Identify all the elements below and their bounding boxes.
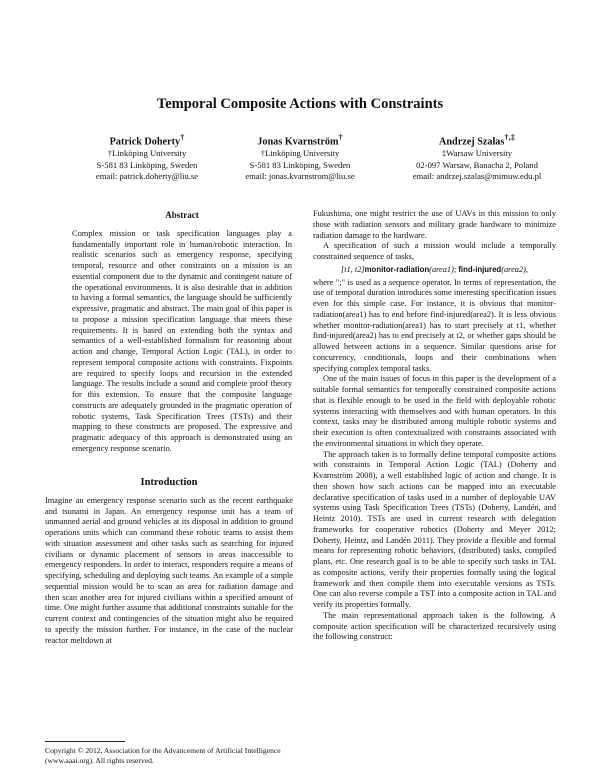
author-block	[377, 131, 577, 183]
author-block	[215, 131, 385, 183]
introduction-section	[45, 478, 293, 646]
abstract-heading: Abstract	[165, 210, 199, 220]
author-email: email: andrzej.szalas@mimuw.edu.pl	[412, 171, 542, 182]
author-name: Patrick Doherty†	[109, 132, 185, 148]
right-column	[313, 209, 556, 643]
author-block	[62, 131, 232, 183]
paper-title: Temporal Composite Actions with Constraints	[156, 96, 444, 112]
author-name: Jonas Kvarnström†	[257, 132, 343, 148]
body-paragraph: Fukushima, one might restrict the use of UAVs in this mission to only those with radiation sensors and military grade hardware to minimize radiation damage to the hardware.	[313, 209, 556, 240]
introduction-heading: Introduction	[140, 477, 198, 488]
sequence-formula: [t1, t2]monitor-radiation(area1); find-injured(area2),	[340, 264, 529, 274]
body-paragraph: The approach taken is to formally define temporal composite actions with constraints in Temporal Action Logic (TAL) (Doherty and Kvarnström 2008), a well established logic of action and change. It is then shown how such actions can be mapped into an executable declarative specification of tasks used in a number of deployable UAV systems using Task Specification Trees (TSTs) (Doherty, Landén, and Heintz 2010). TSTs are used in current research with delegation frameworks for cooperative robotics (Doherty and Meyer 2012; Doherty, Heintz, and Landén 2011). They provide a flexible and formal means for representing robotic behaviors, (distributed) tasks, compiled plans, etc. One research goal is to be able to specify such tasks in TAL as composite actions, verify their properties formally using the logical framework and then compile them into executable versions as TSTs. One can also reverse compile a TST into a composite action in TAL and verify its properties formally.	[313, 449, 556, 609]
copyright-footnote: Copyright © 2012, Association for the Advancement of Artificial Intelligence (www.aaai.org). All rights reserved.	[45, 746, 281, 765]
body-paragraph: A specification of such a mission would include a temporally constrained sequence of tasks,	[313, 241, 556, 261]
introduction-paragraph: Imagine an emergency response scenario such as the recent earthquake and tsunami in Japan. An emergency response unit has a team of unmanned aerial and ground vehicles at its disposal in addition to ground operations units which can command these robotic teams to assist them with situation assessment and other tasks such as searching for injured civilians or dynamic placement of sensors in areas inaccessible to emergency responders. In order to interact, responders require a means of specifying, scheduling and deploying such teams. An example of a simple sequential mission would be to scan an area for radiation damage and then scan another area for injured civilians within a specified amount of time. One might further assume that additional constraints suitable for the current context and contingencies of the situation might also be required to specify the mission further. For instance, in the case of the nuclear reactor meltdown at	[45, 495, 293, 645]
author-email: email: patrick.doherty@liu.se	[95, 171, 199, 182]
footnote-rule	[45, 741, 125, 742]
body-paragraph: One of the main issues of focus in this paper is the development of a suitable formal semantics for temporally constrained composite actions that is flexible enough to be used in the field with deployable robotic systems interacting with themselves and with human operators. In this context, tasks may be distributed among multiple robotic systems and their execution is often contextualized with constraints associated with the environmental situations in which they operate.	[313, 374, 556, 448]
abstract-text: Complex mission or task specification languages play a fundamentally important role in human/robotic interaction. In realistic scenarios such as emergency response, specifying temporal, resource and other constraints on a mission is an essential component due to the dynamic and contingent nature of the operational environments. It is also desirable that in addition to having a formal semantics, the language should be sufficiently expressive, pragmatic and abstract. The main goal of this paper is to propose a mission specification language that meets these requirements. It is based on extending both the syntax and semantics of a well-established formalism for reasoning about action and change, Temporal Action Logic (TAL), in order to represent temporal composite actions with constraints. Fixpoints are required to specify loops and recursion in the extended language. The results include a sound and complete proof theory for this extension. To ensure that the composite language constructs are adequately grounded in the pragmatic operation of robotic systems, Task Specification Trees (TSTs) and their mapping to these constructs are proposed. The expressive and pragmatic adequacy of this approach is demonstrated using an emergency response scenario.	[72, 228, 292, 453]
author-address: S-581 83 Linköping, Sweden	[249, 159, 351, 170]
author-address: S-581 83 Linköping, Sweden	[96, 159, 198, 170]
body-paragraph: where ";" is used as a sequence operator. In terms of representation, the use of temporal duration introduces some interesting specification issues even for this simple case. For instance, it is obvious that monitor-radiation(area1) has to end before find-injured(area2). It is less obvious whether monitor-radiation(area1) has to start precisely at t1, whether find-injured(area2) has to end precisely at t2, or whether gaps should be allowed between actions in a sequence. Similar questions arise for concurrency, conditionals, loops and their combinations when specifying complex temporal tasks.	[313, 277, 556, 373]
author-name: Andrzej Szałas†,‡	[439, 132, 515, 148]
author-affiliation: ‡Warsaw University	[441, 148, 513, 159]
author-affiliation: †Linköping University	[260, 148, 340, 159]
author-email: email: jonas.kvarnstrom@liu.se	[245, 171, 355, 182]
body-paragraph: The main representational approach taken is the following. A composite action specification will be characterized recursively using the following construct:	[313, 610, 556, 642]
author-affiliation: †Linköping University	[107, 148, 187, 159]
author-address: 02-097 Warsaw, Banacha 2, Poland	[416, 159, 538, 170]
abstract-section	[72, 210, 292, 455]
